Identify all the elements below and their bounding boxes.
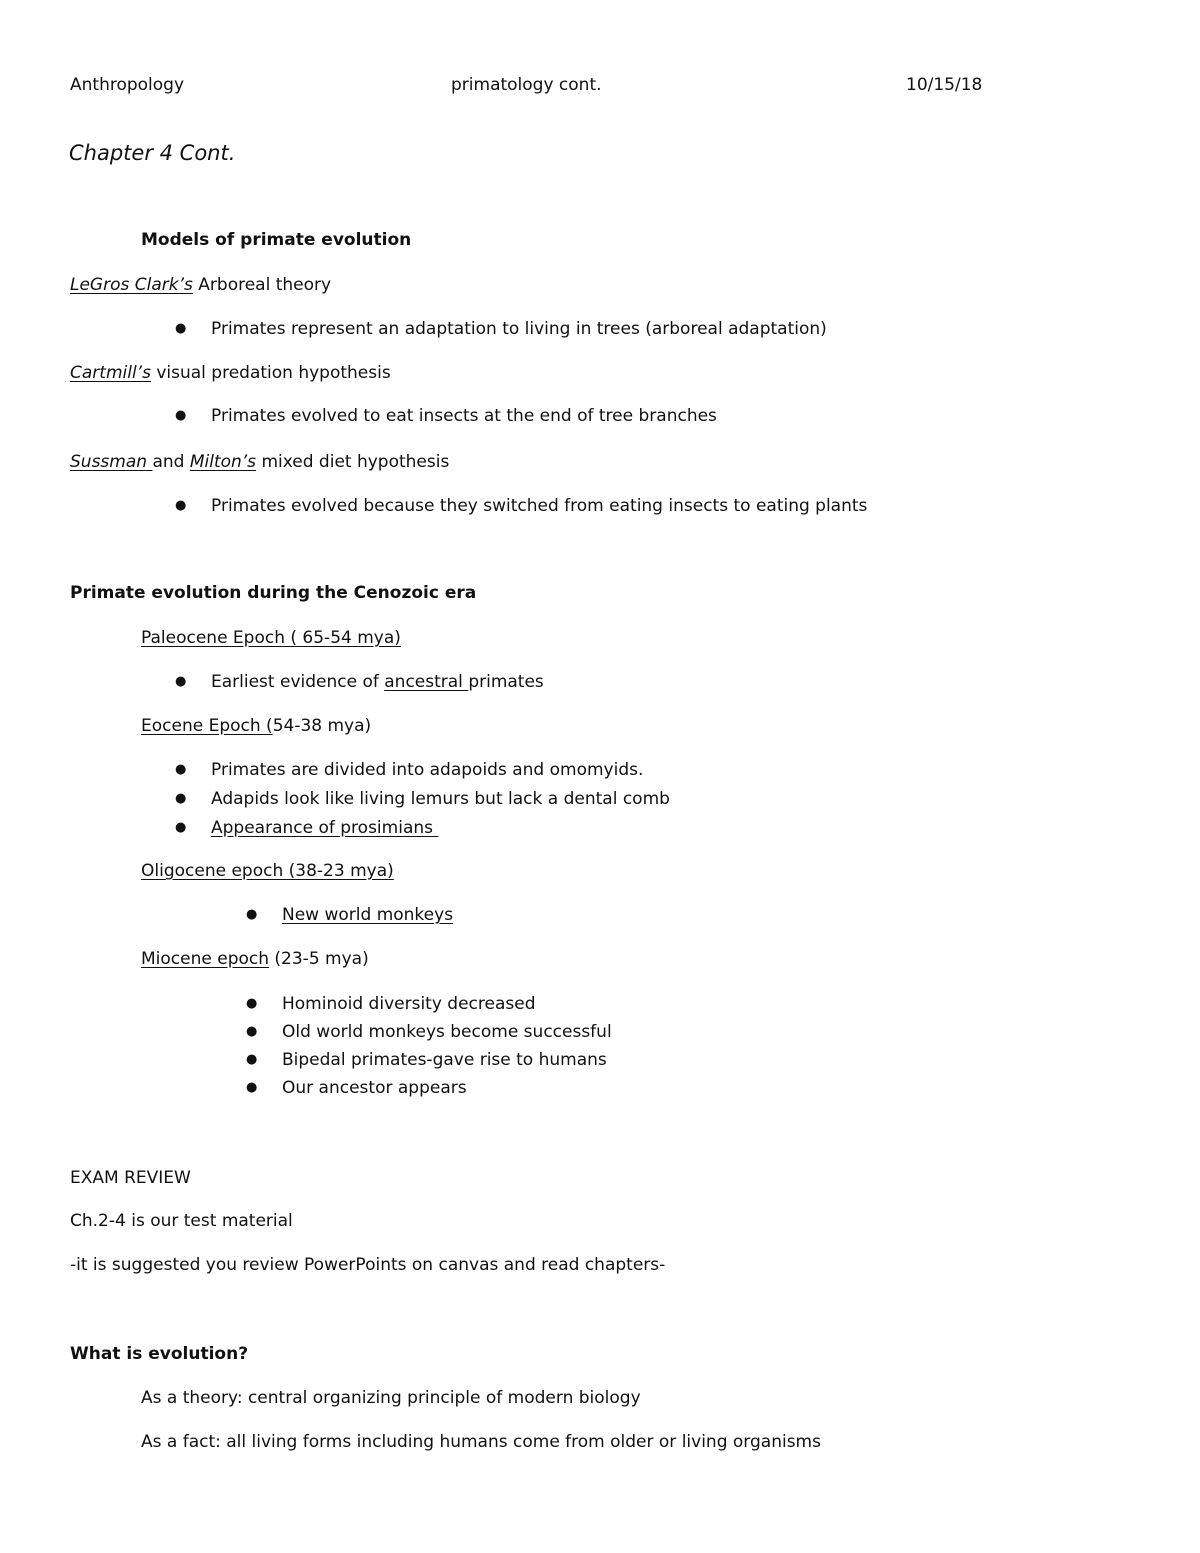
bullet-icon: ● [175, 762, 187, 777]
arboreal-author: LeGros Clark’s [70, 275, 193, 295]
eocene-label-underlined: Eocene Epoch ( [141, 716, 273, 736]
bullet-icon: ● [246, 1024, 258, 1039]
eocene-bullet: Adapids look like living lemurs but lack a dental comb [211, 789, 670, 809]
oligocene-label: Oligocene epoch (38-23 mya) [141, 861, 394, 881]
visual-line [70, 362, 391, 384]
cenozoic-heading: Primate evolution during the Cenozoic era [70, 583, 477, 603]
miocene-label-underlined: Miocene epoch [141, 949, 270, 969]
arboreal-rest: Arboreal theory [192, 275, 332, 295]
page-title: Chapter 4 Cont. [69, 141, 236, 165]
header-date: 10/15/18 [906, 75, 983, 95]
bullet-icon: ● [246, 1080, 258, 1095]
oligocene-bullet: New world monkeys [282, 905, 454, 925]
evolution-theory: As a theory: central organizing principle of modern biology [141, 1388, 641, 1408]
exam-line: Ch.2-4 is our test material [70, 1211, 293, 1231]
bullet-icon: ● [175, 674, 187, 689]
eocene-bullet: Appearance of prosimians [211, 818, 439, 838]
eocene-bullet: Primates are divided into adapoids and omomyids. [211, 760, 644, 780]
paleocene-bullet-underlined: ancestral [384, 672, 469, 692]
bullet-icon: ● [246, 907, 258, 922]
arboreal-bullet: Primates represent an adaptation to living in trees (arboreal adaptation) [211, 319, 827, 339]
paleocene-bullet-pre: Earliest evidence of [211, 672, 385, 692]
bullet-icon: ● [246, 996, 258, 1011]
evolution-heading: What is evolution? [70, 1344, 249, 1364]
mixed-author2: Milton’s [189, 452, 257, 472]
mixed-bullet: Primates evolved because they switched from eating insects to eating plants [211, 496, 868, 516]
mixed-author1: Sussman [70, 452, 153, 472]
models-heading: Models of primate evolution [141, 230, 412, 250]
bullet-icon: ● [175, 791, 187, 806]
miocene-bullet: Old world monkeys become successful [282, 1022, 612, 1042]
bullet-icon: ● [175, 820, 187, 835]
header-topic: primatology cont. [451, 75, 602, 95]
header-course: Anthropology [70, 75, 185, 95]
bullet-icon: ● [175, 321, 187, 336]
mixed-line [70, 451, 449, 473]
mixed-rest: mixed diet hypothesis [256, 452, 450, 472]
arboreal-line [70, 274, 331, 296]
miocene-label [141, 948, 369, 970]
bullet-icon: ● [246, 1052, 258, 1067]
miocene-bullet: Bipedal primates-gave rise to humans [282, 1050, 607, 1070]
bullet-icon: ● [175, 498, 187, 513]
miocene-bullet: Hominoid diversity decreased [282, 994, 536, 1014]
eocene-label-rest: 54-38 mya) [272, 716, 372, 736]
mixed-and: and [152, 452, 190, 472]
exam-line: -it is suggested you review PowerPoints on canvas and read chapters- [70, 1255, 666, 1275]
visual-bullet: Primates evolved to eat insects at the end of tree branches [211, 406, 717, 426]
visual-rest: visual predation hypothesis [150, 363, 391, 383]
miocene-bullet: Our ancestor appears [282, 1078, 467, 1098]
bullet-icon: ● [175, 408, 187, 423]
eocene-label [141, 715, 371, 737]
paleocene-bullet [211, 671, 544, 693]
miocene-label-rest: (23-5 mya) [269, 949, 369, 969]
paleocene-bullet-post: primates [468, 672, 544, 692]
visual-author: Cartmill’s [70, 363, 151, 383]
evolution-fact: As a fact: all living forms including humans come from older or living organisms [141, 1432, 821, 1452]
exam-heading: EXAM REVIEW [70, 1168, 191, 1188]
paleocene-label: Paleocene Epoch ( 65-54 mya) [141, 628, 401, 648]
